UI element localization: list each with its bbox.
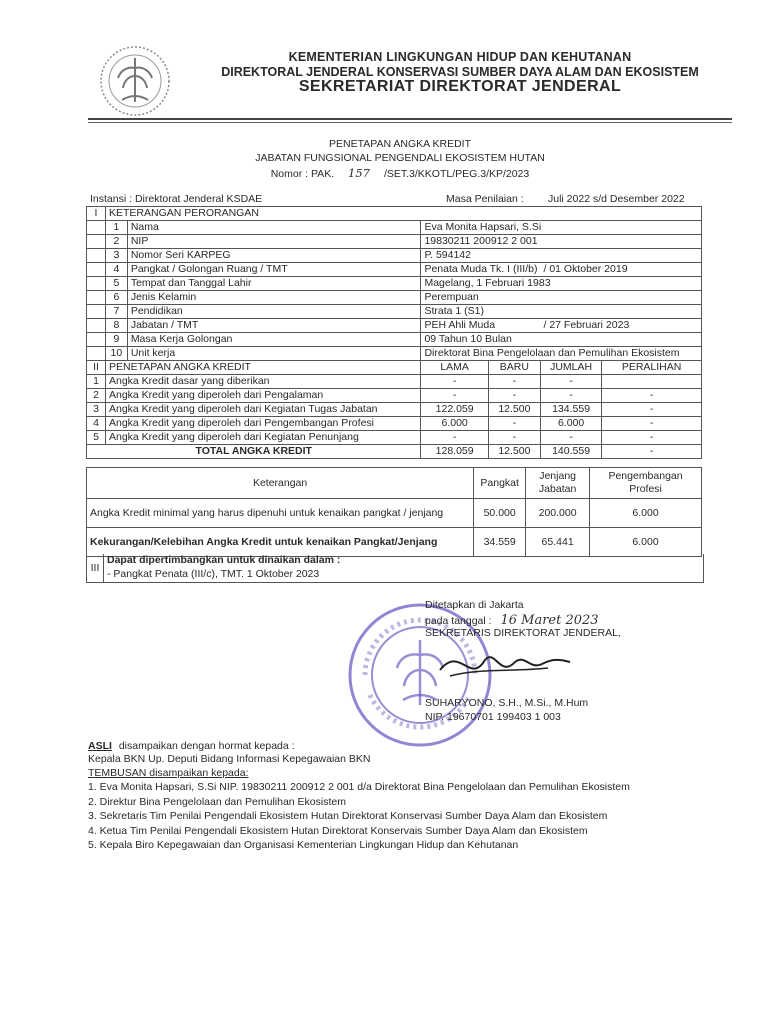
col-header-peralihan: PERALIHAN — [602, 361, 702, 375]
row-spacer — [87, 277, 106, 291]
section-personal-header — [87, 207, 702, 221]
row-value: Strata 1 (S1) — [421, 305, 702, 319]
total-baru: 12.500 — [488, 445, 540, 459]
row-spacer — [87, 305, 106, 319]
total-peralihan: - — [602, 445, 702, 459]
header-secretariat: SEKRETARIAT DIREKTORAT JENDERAL — [298, 78, 622, 95]
row-label: Angka Kredit yang diperoleh dari Pengalaman — [105, 389, 420, 403]
sign-name: SUHARYONO, S.H., M.Si., M.Hum — [425, 697, 589, 709]
row-value: Perempuan — [421, 291, 702, 305]
credit-row — [87, 375, 702, 389]
asli-line — [88, 740, 295, 752]
masa-penilaian-label: Masa Penilaian : — [446, 193, 524, 205]
cell-jumlah: - — [540, 431, 601, 445]
header-rule-thick — [88, 118, 732, 120]
col-header-jumlah: JUMLAH — [540, 361, 601, 375]
tembusan-item: 2. Direktur Bina Pengelolaan dan Pemulihan Ekosistem — [88, 795, 346, 808]
requirements-table — [86, 467, 702, 557]
sign-nip: NIP. 19670701 199403 1 003 — [425, 711, 561, 723]
row-label: Angka Kredit yang diperoleh dari Kegiatan Tugas Jabatan — [105, 403, 420, 417]
tembusan-list — [88, 781, 630, 854]
cell-lama: - — [421, 431, 488, 445]
requirements-min-row — [87, 499, 702, 528]
row-label: Masa Kerja Golongan — [127, 333, 421, 347]
cell-lama: - — [421, 389, 488, 403]
sign-date-handwritten: 16 Maret 2023 — [500, 613, 599, 628]
diff-pengembangan: 6.000 — [590, 528, 702, 557]
ministry-logo — [98, 44, 172, 118]
row-spacer — [87, 291, 106, 305]
section-credit — [87, 361, 702, 459]
row-label: Unit kerja — [127, 347, 421, 361]
header-rule-thin — [88, 122, 732, 123]
instansi: Instansi : Direktorat Jenderal KSDAE — [90, 193, 263, 205]
section-credit-header — [87, 361, 702, 375]
personal-row — [87, 333, 702, 347]
doc-title: PENETAPAN ANGKA KREDIT — [329, 138, 471, 150]
diff-label: Kekurangan/Kelebihan Angka Kredit untuk kenaikan Pangkat/Jenjang — [87, 528, 474, 557]
min-pangkat: 50.000 — [474, 499, 526, 528]
cell-jumlah: 6.000 — [540, 417, 601, 431]
col-pengembangan: Pengembangan Profesi — [590, 468, 702, 499]
tembusan-title: TEMBUSAN disampaikan kepada: — [88, 767, 249, 779]
sign-position: SEKRETARIS DIREKTORAT JENDERAL, — [425, 627, 621, 639]
credit-row — [87, 431, 702, 445]
masa-penilaian-value: Juli 2022 s/d Desember 2022 — [548, 193, 685, 205]
row-label: Nomor Seri KARPEG — [127, 249, 421, 263]
cell-baru: - — [488, 431, 540, 445]
section-title: Dapat dipertimbangkan untuk dinaikan dalam : — [107, 554, 341, 566]
asli-text: disampaikan dengan hormat kepada : — [118, 740, 295, 752]
row-label: Pendidikan — [127, 305, 421, 319]
doc-number-prefix: Nomor : PAK. — [270, 168, 335, 180]
col-header-lama: LAMA — [421, 361, 488, 375]
cell-jumlah: - — [540, 375, 601, 389]
credit-row — [87, 403, 702, 417]
col-header-baru: BARU — [488, 361, 540, 375]
row-value: Direktorat Bina Pengelolaan dan Pemulihan Ekosistem — [421, 347, 702, 361]
row-value: 09 Tahun 10 Bulan — [421, 333, 702, 347]
personal-row — [87, 277, 702, 291]
row-spacer — [87, 347, 106, 361]
requirements-diff-row — [87, 528, 702, 557]
row-number: 4 — [87, 417, 106, 431]
row-value: 19830211 200912 2 001 — [421, 235, 702, 249]
row-number: 8 — [105, 319, 127, 333]
row-number: 2 — [87, 389, 106, 403]
credit-row — [87, 389, 702, 403]
min-pengembangan: 6.000 — [590, 499, 702, 528]
diff-jenjang: 65.441 — [526, 528, 590, 557]
asli-label: ASLI — [88, 740, 112, 752]
row-spacer — [87, 319, 106, 333]
personal-row — [87, 263, 702, 277]
section-num: II — [87, 361, 106, 375]
row-label: Angka Kredit dasar yang diberikan — [105, 375, 420, 389]
asli-recipient: Kepala BKN Up. Deputi Bidang Informasi Kepegawaian BKN — [88, 753, 371, 765]
cell-baru: 12.500 — [488, 403, 540, 417]
tembusan-item: 4. Ketua Tim Penilai Pengendali Ekosistem Hutan Direktorat Konservais Sumber Daya Alam dan Ekosistem — [88, 824, 588, 837]
row-number: 4 — [105, 263, 127, 277]
min-label: Angka Kredit minimal yang harus dipenuhi untuk kenaikan pangkat / jenjang — [87, 499, 474, 528]
doc-subtitle: JABATAN FUNGSIONAL PENGENDALI EKOSISTEM HUTAN — [255, 152, 545, 164]
total-row — [87, 445, 702, 459]
row-label: Angka Kredit yang diperoleh dari Pengembangan Profesi — [105, 417, 420, 431]
cell-jumlah: - — [540, 389, 601, 403]
cell-peralihan: - — [602, 417, 702, 431]
personal-row — [87, 249, 702, 263]
row-spacer — [87, 249, 106, 263]
row-value: Eva Monita Hapsari, S.Si — [421, 221, 702, 235]
row-label: Jenis Kelamin — [127, 291, 421, 305]
row-number: 6 — [105, 291, 127, 305]
row-spacer — [87, 235, 106, 249]
diff-pangkat: 34.559 — [474, 528, 526, 557]
header-ministry: KEMENTERIAN LINGKUNGAN HIDUP DAN KEHUTANAN — [288, 50, 632, 64]
row-number: 3 — [87, 403, 106, 417]
cell-peralihan — [602, 375, 702, 389]
row-label: Pangkat / Golongan Ruang / TMT — [127, 263, 421, 277]
personal-row — [87, 305, 702, 319]
cell-peralihan: - — [602, 389, 702, 403]
row-number: 10 — [105, 347, 127, 361]
col-pangkat: Pangkat — [474, 468, 526, 499]
cell-baru: - — [488, 389, 540, 403]
row-extra: / 27 Februari 2023 — [540, 319, 701, 333]
total-jumlah: 140.559 — [540, 445, 601, 459]
total-lama: 128.059 — [421, 445, 488, 459]
row-label: Jabatan / TMT — [127, 319, 421, 333]
col-keterangan: Keterangan — [87, 468, 474, 499]
total-label: TOTAL ANGKA KREDIT — [87, 445, 421, 459]
section-recommendation — [86, 554, 704, 583]
cell-lama: 122.059 — [421, 403, 488, 417]
sign-date-label: pada tanggal : — [425, 615, 492, 627]
section-num: III — [87, 554, 104, 582]
row-value: PEH Ahli Muda — [421, 319, 541, 333]
recommendation-item: - Pangkat Penata (III/c), TMT. 1 Oktober 2023 — [107, 568, 320, 580]
row-label: Angka Kredit yang diperoleh dari Kegiatan Penunjang — [105, 431, 420, 445]
doc-number-suffix: /SET.3/KKOTL/PEG.3/KP/2023 — [383, 168, 530, 180]
tembusan-item: 1. Eva Monita Hapsari, S.Si NIP. 19830211 200912 2 001 d/a Direktorat Bina Pengelolaan dan Pemulihan Ekosistem — [88, 781, 630, 793]
requirements-header — [87, 468, 702, 499]
row-number: 7 — [105, 305, 127, 319]
row-number: 3 — [105, 249, 127, 263]
personal-row — [87, 319, 702, 333]
sign-date — [425, 613, 599, 628]
personal-row — [87, 291, 702, 305]
row-number: 5 — [105, 277, 127, 291]
row-number: 1 — [105, 221, 127, 235]
min-jenjang: 200.000 — [526, 499, 590, 528]
row-label: NIP — [127, 235, 421, 249]
cell-lama: - — [421, 375, 488, 389]
header-directorate: DIREKTORAL JENDERAL KONSERVASI SUMBER DAYA ALAM DAN EKOSISTEM — [221, 65, 699, 79]
tembusan-item: 5. Kepala Biro Kepegawaian dan Organisasi Kementerian Lingkungan Hidup dan Kehutanan — [88, 839, 519, 851]
personal-row — [87, 235, 702, 249]
credit-row — [87, 417, 702, 431]
section-num: I — [87, 207, 106, 221]
row-number: 2 — [105, 235, 127, 249]
personal-row — [87, 347, 702, 361]
row-number: 1 — [87, 375, 106, 389]
row-number: 9 — [105, 333, 127, 347]
cell-peralihan: - — [602, 431, 702, 445]
cell-baru: - — [488, 417, 540, 431]
row-label: Nama — [127, 221, 421, 235]
row-label: Tempat dan Tanggal Lahir — [127, 277, 421, 291]
tembusan-item: 3. Sekretaris Tim Penilai Pengendali Ekosistem Hutan Direktorat Konservasi Sumber Daya Alam dan Ekosistem — [88, 810, 608, 822]
signature-scribble — [430, 640, 580, 690]
row-spacer — [87, 221, 106, 235]
row-extra: / 01 Oktober 2019 — [540, 263, 701, 277]
doc-number — [150, 166, 650, 180]
cell-jumlah: 134.559 — [540, 403, 601, 417]
row-number: 5 — [87, 431, 106, 445]
row-value: P. 594142 — [421, 249, 702, 263]
cell-lama: 6.000 — [421, 417, 488, 431]
credit-table — [86, 206, 702, 459]
col-jenjang: Jenjang Jabatan — [526, 468, 590, 499]
row-value: Penata Muda Tk. I (III/b) — [421, 263, 541, 277]
cell-baru: - — [488, 375, 540, 389]
row-spacer — [87, 333, 106, 347]
section-personal — [87, 207, 702, 361]
row-spacer — [87, 263, 106, 277]
personal-row — [87, 221, 702, 235]
section-title: KETERANGAN PERORANGAN — [105, 207, 701, 221]
doc-number-handwritten: 157 — [348, 166, 370, 180]
row-value: Magelang, 1 Februari 1983 — [421, 277, 702, 291]
cell-peralihan: - — [602, 403, 702, 417]
sign-place: Ditetapkan di Jakarta — [425, 599, 524, 611]
section-title: PENETAPAN ANGKA KREDIT — [105, 361, 420, 375]
